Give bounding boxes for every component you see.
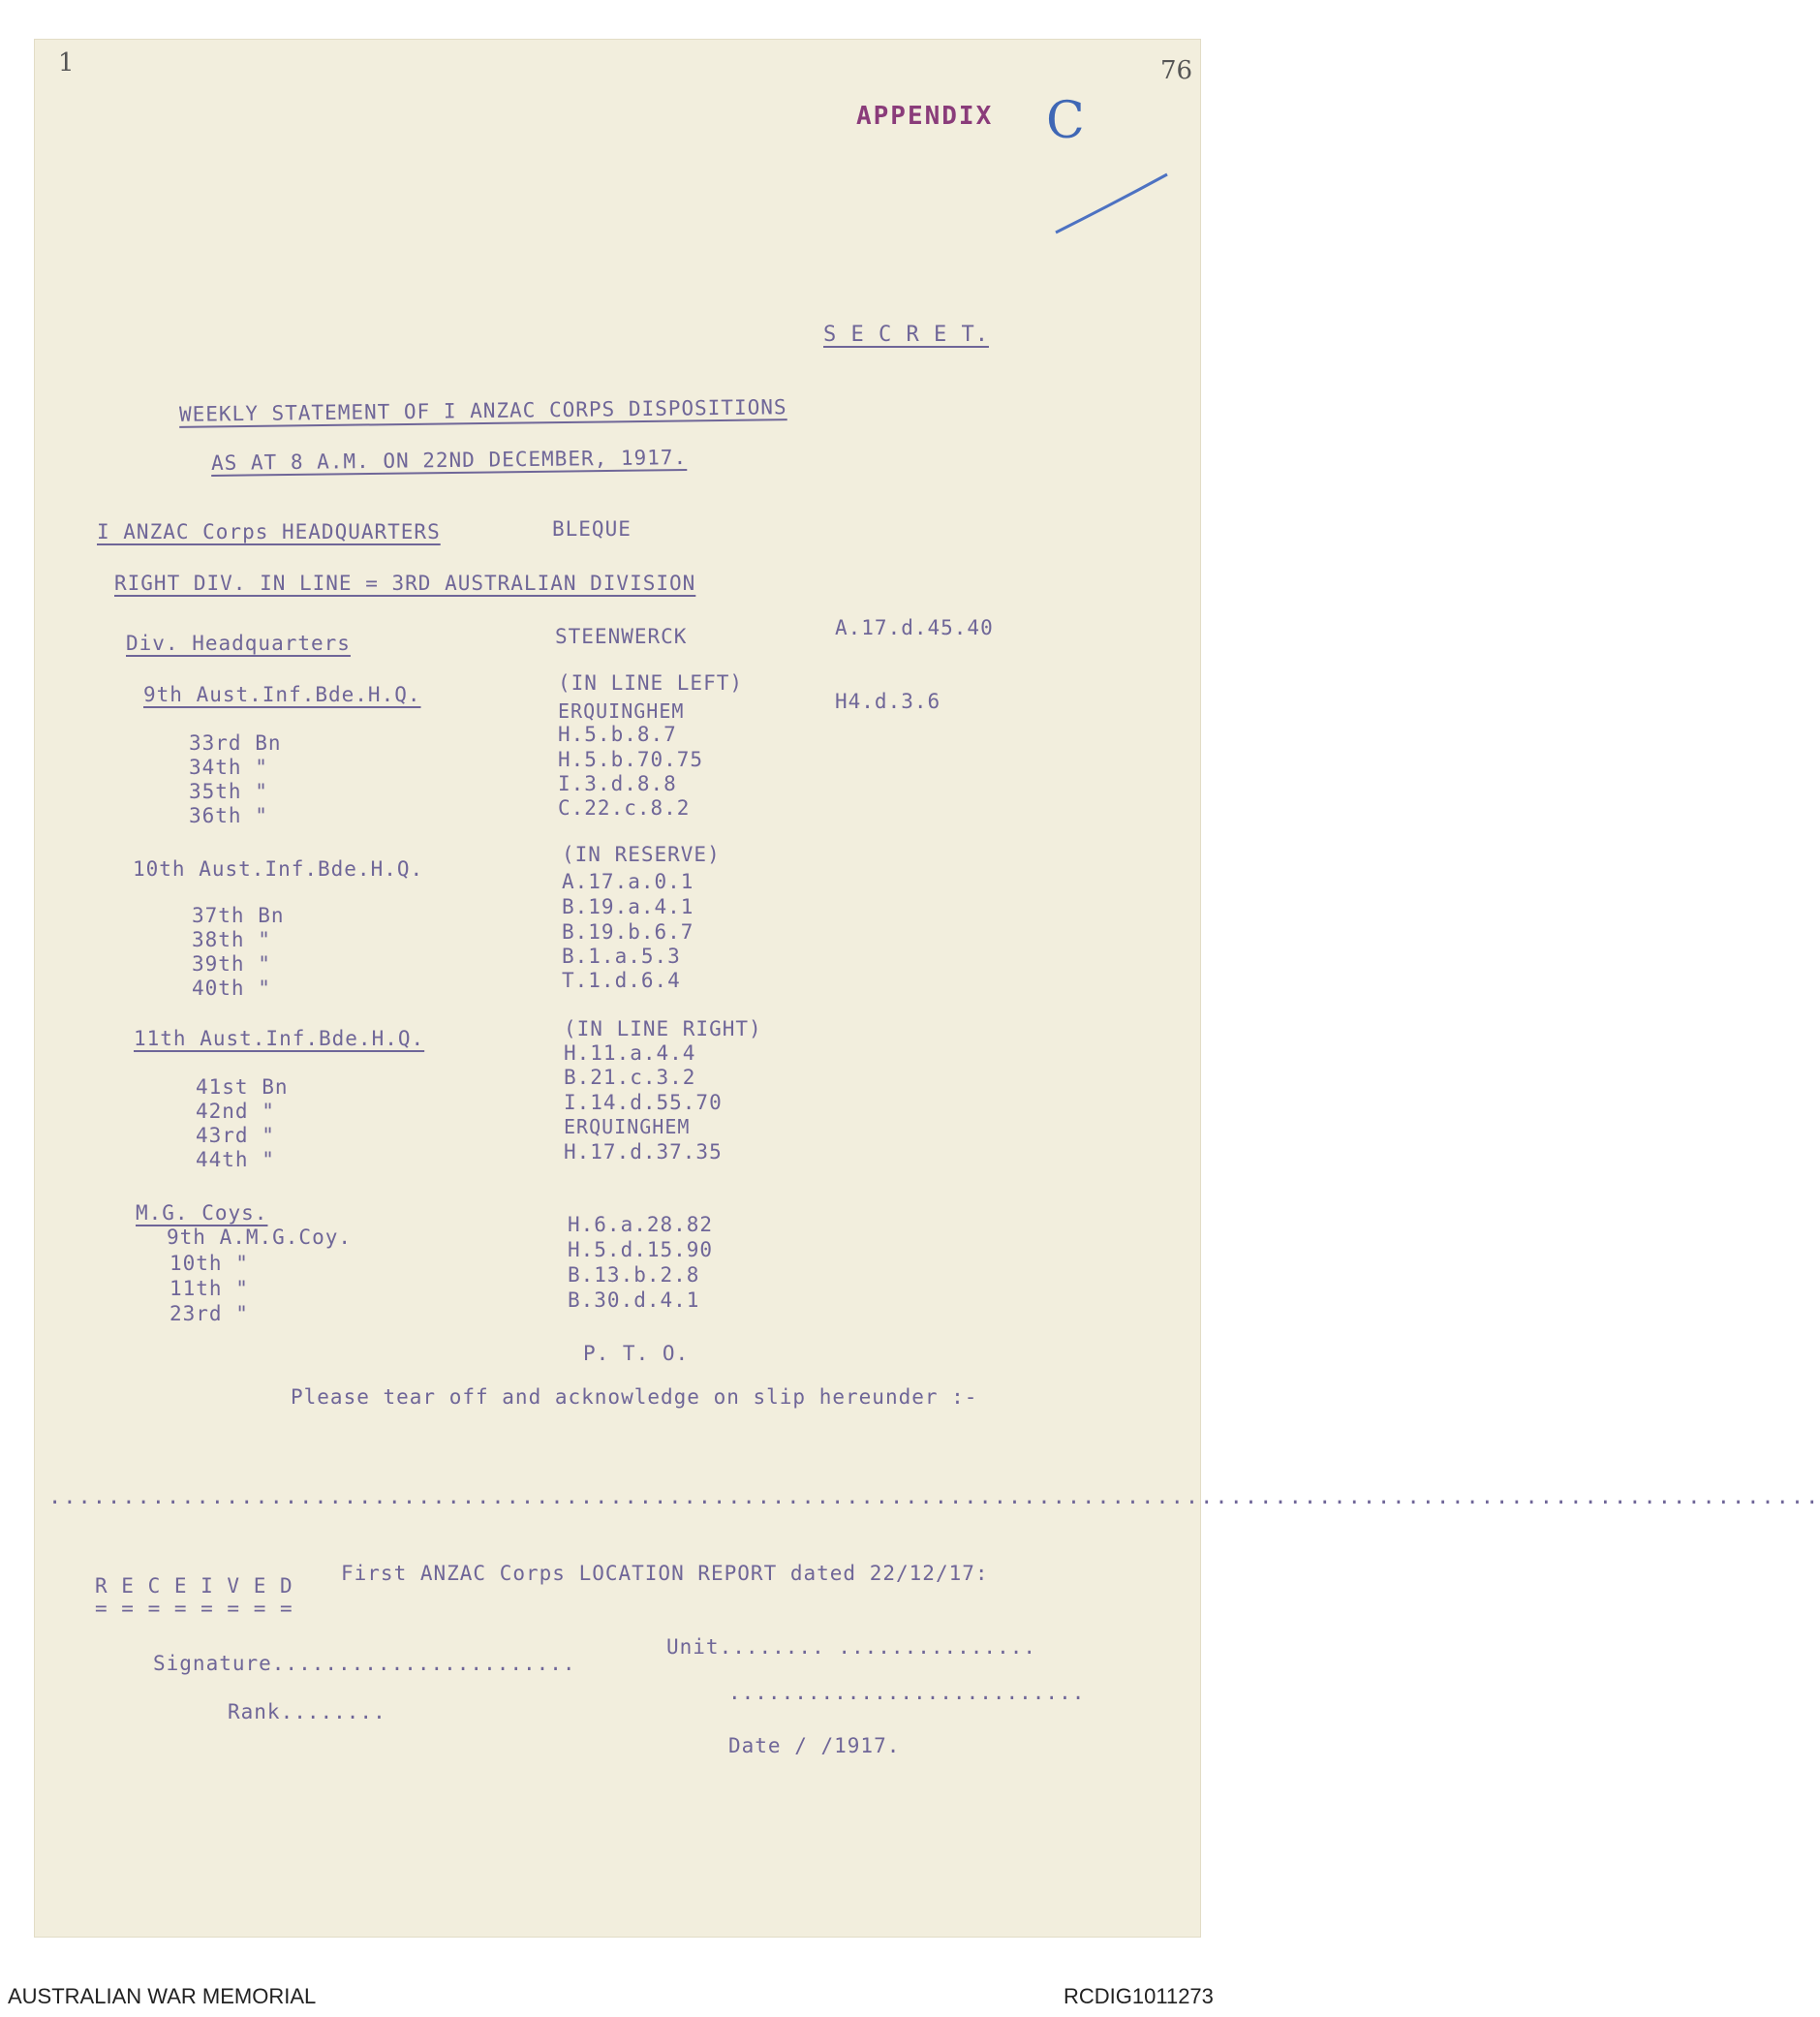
unit-name: 11th " — [170, 1277, 249, 1300]
pen-stroke — [0, 0, 1245, 291]
mg-heading: M.G. Coys. — [136, 1201, 268, 1225]
appendix-handwritten: C — [1046, 92, 1085, 150]
unit-ref: H.17.d.37.35 — [564, 1140, 723, 1164]
unit-ref: H.5.b.70.75 — [558, 748, 704, 771]
unit-field: Unit........ ............... — [666, 1635, 1037, 1659]
brigade-heading: 11th Aust.Inf.Bde.H.Q. — [134, 1027, 425, 1050]
unit-name: 34th " — [189, 756, 268, 779]
brigade-status: (IN RESERVE) — [562, 843, 721, 866]
brigade-heading: 9th Aust.Inf.Bde.H.Q. — [143, 683, 421, 706]
div-hq-location: STEENWERCK — [555, 625, 688, 648]
unit-ref: I.3.d.8.8 — [558, 772, 677, 795]
unit-name: 10th " — [170, 1252, 249, 1275]
unit-ref: B.13.b.2.8 — [568, 1263, 700, 1287]
unit-ref: C.22.c.8.2 — [558, 796, 691, 820]
secret-label: S E C R E T. — [823, 323, 989, 347]
title-line-2: AS AT 8 A.M. ON 22ND DECEMBER, 1917. — [210, 446, 688, 475]
unit-ref: B.21.c.3.2 — [564, 1066, 696, 1089]
div-hq-label: Div. Headquarters — [126, 632, 351, 655]
unit-ref: T.1.d.6.4 — [562, 969, 681, 992]
unit-ref: ERQUINGHEM — [564, 1115, 691, 1138]
unit-field-line-2: ........................... — [728, 1681, 1086, 1704]
unit-name: 42nd " — [196, 1100, 275, 1123]
brigade-status: (IN LINE RIGHT) — [564, 1017, 762, 1040]
unit-ref: I.14.d.55.70 — [564, 1091, 723, 1114]
unit-name: 23rd " — [170, 1302, 249, 1325]
unit-name: 44th " — [196, 1148, 275, 1171]
unit-name: 38th " — [192, 928, 271, 951]
tear-off-instruction: Please tear off and acknowledge on slip hereunder :- — [291, 1385, 978, 1409]
brigade-heading: 10th Aust.Inf.Bde.H.Q. — [133, 857, 424, 881]
footer-record-id: RCDIG1011273 — [1064, 1984, 1214, 2008]
unit-ref: B.1.a.5.3 — [562, 945, 681, 968]
div-hq-ref: A.17.d.45.40 — [835, 616, 994, 639]
date-field: Date / /1917. — [728, 1734, 901, 1757]
signature-field: Signature....................... — [153, 1652, 576, 1675]
unit-ref: B.30.d.4.1 — [568, 1288, 700, 1312]
received-underline: = = = = = = = = — [95, 1597, 293, 1620]
unit-name: 36th " — [189, 804, 268, 827]
brigade-location: H.11.a.4.4 — [564, 1041, 696, 1065]
appendix-stamp: APPENDIX — [856, 102, 994, 131]
received-label: R E C E I V E D — [95, 1574, 293, 1598]
page-number: 76 — [1160, 56, 1193, 85]
unit-ref: B.19.b.6.7 — [562, 920, 694, 944]
tear-line: ........................................................................................................................ — [48, 1485, 1820, 1509]
corps-hq-label: I ANZAC Corps HEADQUARTERS — [97, 520, 441, 543]
unit-name: 9th A.M.G.Coy. — [167, 1226, 353, 1249]
footer-institution: AUSTRALIAN WAR MEMORIAL — [8, 1984, 317, 2008]
corner-number: 1 — [58, 48, 75, 78]
corps-hq-location: BLEQUE — [552, 517, 632, 541]
brigade-status: (IN LINE LEFT) — [558, 671, 744, 695]
brigade-ref: H4.d.3.6 — [835, 690, 941, 713]
unit-name: 35th " — [189, 780, 268, 803]
brigade-location: ERQUINGHEM — [558, 699, 685, 723]
brigade-location: A.17.a.0.1 — [562, 870, 694, 893]
unit-ref: H.6.a.28.82 — [568, 1213, 714, 1236]
title-line-1: WEEKLY STATEMENT OF I ANZAC CORPS DISPOSITIONS — [178, 395, 787, 426]
pto-label: P. T. O. — [583, 1342, 690, 1365]
unit-name: 43rd " — [196, 1124, 275, 1147]
rank-field: Rank........ — [228, 1700, 386, 1723]
unit-ref: B.19.a.4.1 — [562, 895, 694, 918]
unit-name: 33rd Bn — [189, 731, 282, 755]
receipt-text: First ANZAC Corps LOCATION REPORT dated 22/12/17: — [341, 1562, 989, 1585]
unit-name: 40th " — [192, 977, 271, 1000]
right-div-heading: RIGHT DIV. IN LINE = 3RD AUSTRALIAN DIVISION — [114, 572, 696, 595]
unit-ref: H.5.d.15.90 — [568, 1238, 714, 1261]
unit-name: 39th " — [192, 952, 271, 976]
unit-name: 37th Bn — [192, 904, 285, 927]
unit-ref: H.5.b.8.7 — [558, 723, 677, 746]
unit-name: 41st Bn — [196, 1075, 289, 1099]
